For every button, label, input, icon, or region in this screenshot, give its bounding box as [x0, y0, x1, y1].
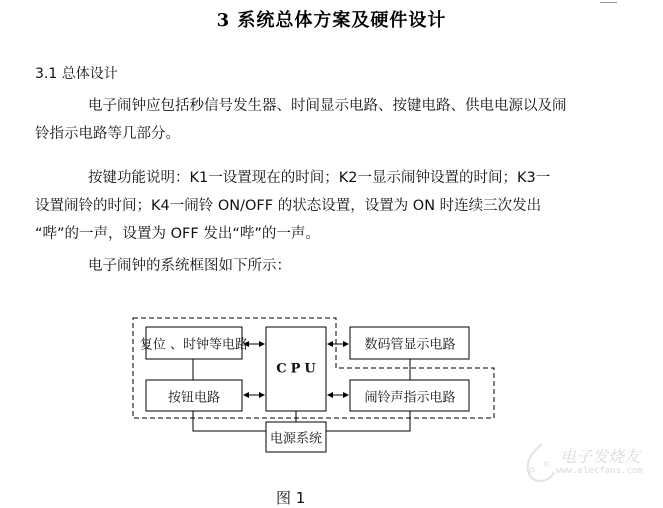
chapter-title: 3 系统总体方案及硬件设计 [216, 10, 447, 31]
figure-caption: 图 1 [276, 489, 306, 507]
watermark [520, 440, 660, 490]
paragraph-2-line-1: 按键功能说明：K1一设置现在的时间；K2一显示闹钟设置的时间；K3一 [88, 170, 551, 186]
label-alarm: 闹铃声指示电路 [364, 390, 456, 406]
watermark-brand: 电子发烧友 [560, 447, 641, 466]
label-display: 数码管显示电路 [364, 337, 456, 353]
watermark-url: www.elecfans.com [556, 466, 643, 476]
label-buttons: 按钮电路 [167, 390, 221, 406]
section-heading: 3.1 总体设计 [35, 66, 118, 82]
paragraph-1-line-1: 电子闹钟应包括秒信号发生器、时间显示电路、按键电路、供电电源以及闹 [88, 98, 567, 114]
paragraph-1-line-2: 铃指示电路等几部分。 [35, 126, 180, 142]
label-cpu: CPU [276, 361, 320, 377]
paragraph-2-line-2: 设置闹铃的时间；K4一闹铃 ON/OFF 的状态设置，设置为 ON 时连续三次发出 [35, 198, 542, 214]
label-reset-clock: 复位 、时钟等电路 [139, 337, 249, 353]
label-power: 电源系统 [269, 431, 323, 447]
watermark-logo-icon [520, 440, 560, 486]
paragraph-2-line-3: “哔”的一声，设置为 OFF 发出“哔”的一声。 [35, 226, 320, 242]
paragraph-3-line-1: 电子闹钟的系统框图如下所示： [88, 258, 291, 274]
